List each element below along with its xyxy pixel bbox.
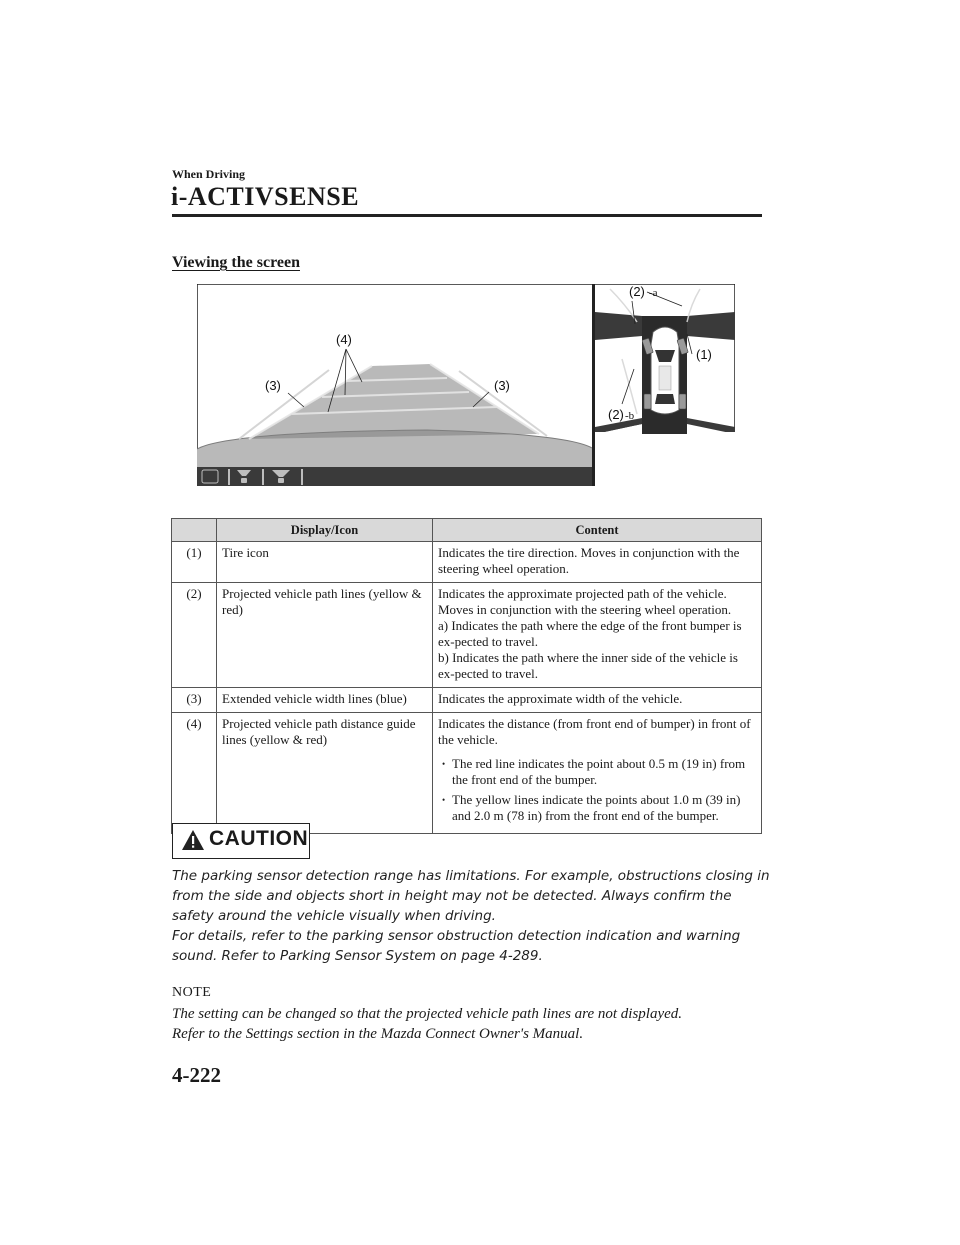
row-display: Projected vehicle path distance guide lines (yellow & red) — [217, 713, 433, 834]
note-line: Refer to the Settings section in the Mazda Connect Owner's Manual. — [172, 1026, 584, 1042]
vehicle-icon — [651, 327, 679, 414]
caution-paragraph: The parking sensor detection range has limitations. For example, obstructions closing in from the side and objects short in height may not be detected. Always confirm the safety around the vehicle visually when driving. — [172, 868, 770, 924]
header-display-icon: Display/Icon — [217, 519, 433, 542]
row-display: Extended vehicle width lines (blue) — [217, 688, 433, 713]
header-content: Content — [433, 519, 762, 542]
display-icon-table — [171, 518, 762, 834]
table-header-row — [172, 519, 762, 542]
content-line: b) Indicates the path where the inner side of the vehicle is ex-pected to travel. — [438, 650, 738, 681]
callout-2a: (2) — [629, 284, 645, 299]
divider-icon — [228, 469, 230, 485]
callout-2b-suffix: -b — [625, 410, 635, 422]
row-content — [433, 688, 762, 713]
camera-status-bar — [197, 467, 592, 486]
content-line: Indicates the approximate width of the vehicle. — [438, 691, 683, 706]
callout-2a-suffix: -a — [649, 287, 658, 299]
subheading: Viewing the screen — [172, 254, 300, 271]
row-number: (2) — [172, 583, 217, 688]
row-content — [433, 583, 762, 688]
warning-icon — [181, 829, 205, 851]
bullet-list — [438, 756, 756, 824]
content-line: Indicates the approximate projected path of the vehicle. Moves in conjunction with the steering wheel operation. — [438, 586, 732, 617]
caution-badge — [172, 823, 310, 859]
divider-icon — [301, 469, 303, 485]
bullet-item: • The yellow lines indicate the points about 1.0 m (39 in) and 2.0 m (78 in) from the front end of the bumper. — [452, 792, 756, 824]
callout-1: (1) — [696, 347, 712, 362]
content-line: Indicates the tire direction. Moves in conjunction with the steering wheel operation. — [438, 545, 740, 576]
caution-label: CAUTION — [209, 827, 309, 850]
note-text — [172, 1004, 682, 1044]
tire-icon — [644, 394, 651, 409]
table-row — [172, 688, 762, 713]
divider-icon — [262, 469, 264, 485]
page-number: 4-222 — [172, 1063, 221, 1087]
callout-3-left: (3) — [265, 378, 281, 393]
caution-text — [172, 866, 772, 966]
callout-2b: (2) — [608, 407, 624, 422]
caution-paragraph: For details, refer to the parking sensor obstruction detection indication and warning sound. Refer to Parking Sensor System on page 4-289. — [172, 928, 741, 964]
content-line: Indicates the distance (from front end of bumper) in front of the vehicle. — [438, 716, 751, 747]
row-content — [433, 713, 762, 834]
tire-icon — [679, 394, 686, 409]
row-number: (4) — [172, 713, 217, 834]
row-display: Tire icon — [217, 542, 433, 583]
row-content — [433, 542, 762, 583]
table-row — [172, 542, 762, 583]
content-line: a) Indicates the path where the edge of the front bumper is ex-pected to travel. — [438, 618, 742, 649]
camera-screen-figure — [197, 284, 735, 486]
car-icon — [278, 478, 284, 483]
car-icon — [241, 478, 247, 483]
chapter-title: i-ACTIVSENSE — [171, 182, 360, 211]
callout-4: (4) — [336, 332, 352, 347]
section-label: When Driving — [172, 167, 246, 181]
callout-3-right: (3) — [494, 378, 510, 393]
header-number — [172, 519, 217, 542]
table-row — [172, 583, 762, 688]
row-number: (3) — [172, 688, 217, 713]
row-number: (1) — [172, 542, 217, 583]
note-line: The setting can be changed so that the projected vehicle path lines are not displayed. — [172, 1006, 683, 1022]
bullet-item: • The red line indicates the point about 0.5 m (19 in) from the front end of the bumper. — [452, 756, 756, 788]
table-row — [172, 713, 762, 834]
header-rule — [172, 214, 762, 217]
row-display: Projected vehicle path lines (yellow & red) — [217, 583, 433, 688]
note-label: NOTE — [172, 985, 212, 1000]
